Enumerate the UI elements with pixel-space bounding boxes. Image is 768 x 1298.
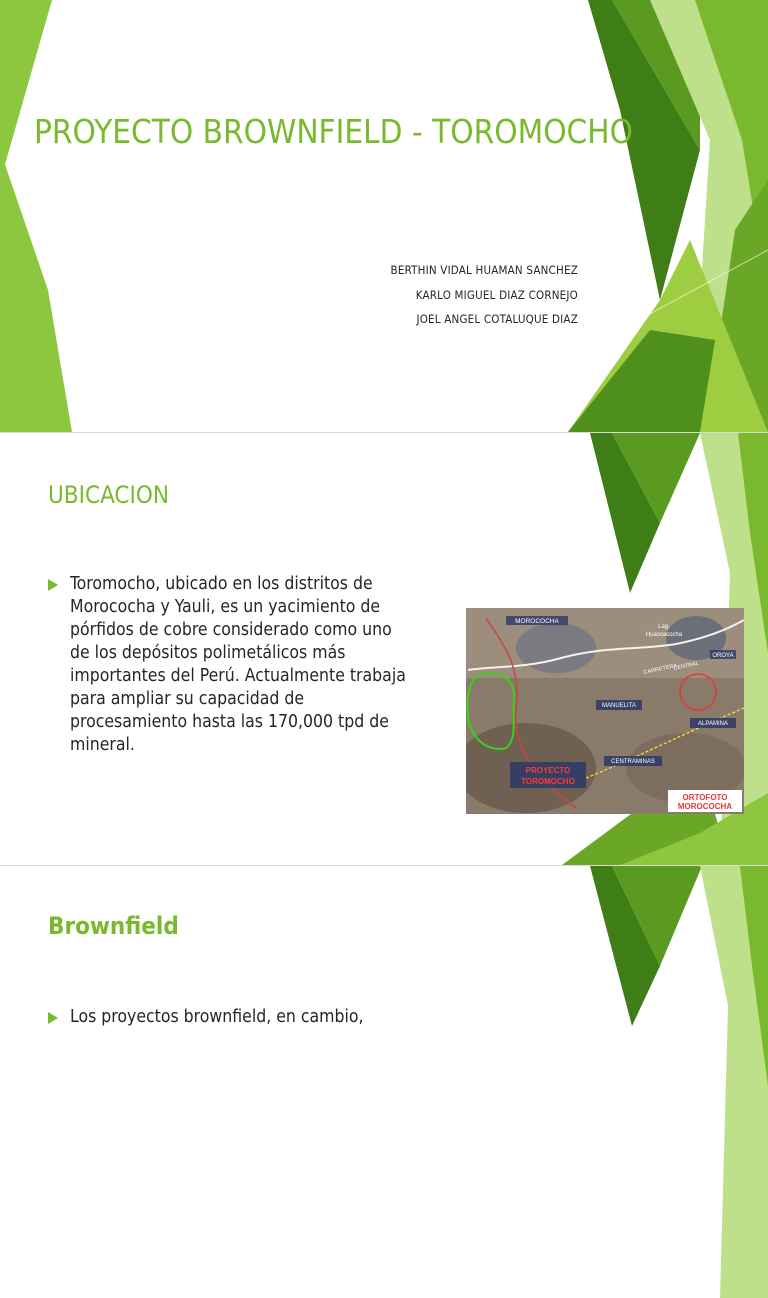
map-label-manuelita: MANUELITA (602, 703, 636, 709)
map-label-morococha-caption: MOROCOCHA (677, 802, 733, 811)
map-label-proyecto: PROYECTO (525, 766, 571, 775)
slide-brownfield (0, 866, 768, 1298)
map-label-alpamina: ALPAMINA (698, 721, 728, 727)
map-label-carretera: CARRETERA (643, 663, 678, 676)
bullet-arrow-icon (48, 1012, 58, 1024)
map-label-huascacocha: Huascacocha (645, 632, 683, 638)
bullet-item (48, 573, 408, 757)
bullet-arrow-icon (48, 579, 58, 591)
section-heading: Brownfield (48, 912, 179, 940)
map-label-centraminas: CENTRAMINAS (611, 759, 655, 765)
presentation-title: PROYECTO BROWNFIELD - TOROMOCHO (34, 112, 633, 151)
bullet-item (48, 1006, 408, 1029)
bullet-text: Toromocho, ubicado en los distritos de Morococha y Yauli, es un yacimiento de pórfidos de cobre considerado como uno de los depósitos polimetálicos más importantes del Perú. Actualmente trabaja para ampliar su capacidad de procesamiento hasta las 170,000 tpd de mineral. (70, 574, 406, 755)
author-name: KARLO MIGUEL DIAZ CORNEJO (415, 287, 578, 302)
author-name: JOEL ANGEL COTALUQUE DIAZ (416, 312, 578, 326)
map-label-ortofoto: ORTOFOTO (682, 793, 728, 802)
slide-ubicacion (0, 433, 768, 865)
author-name: BERTHIN VIDAL HUAMAN SANCHEZ (390, 263, 578, 277)
map-label-oroya: OROYA (712, 653, 734, 659)
map-label-morococha: MOROCOCHA (515, 618, 559, 625)
bullet-text: Los proyectos brownfield, en cambio, (70, 1007, 364, 1027)
map-label-lag: Lag. (658, 624, 670, 630)
map-label-toromocho: TOROMOCHO (521, 777, 575, 786)
decorative-green-shapes (0, 0, 768, 432)
map-image (466, 608, 744, 814)
slide-title (0, 0, 768, 432)
author-list (391, 258, 578, 332)
section-heading: UBICACION (48, 481, 169, 509)
map-label-central: CENTRAL (673, 660, 700, 672)
